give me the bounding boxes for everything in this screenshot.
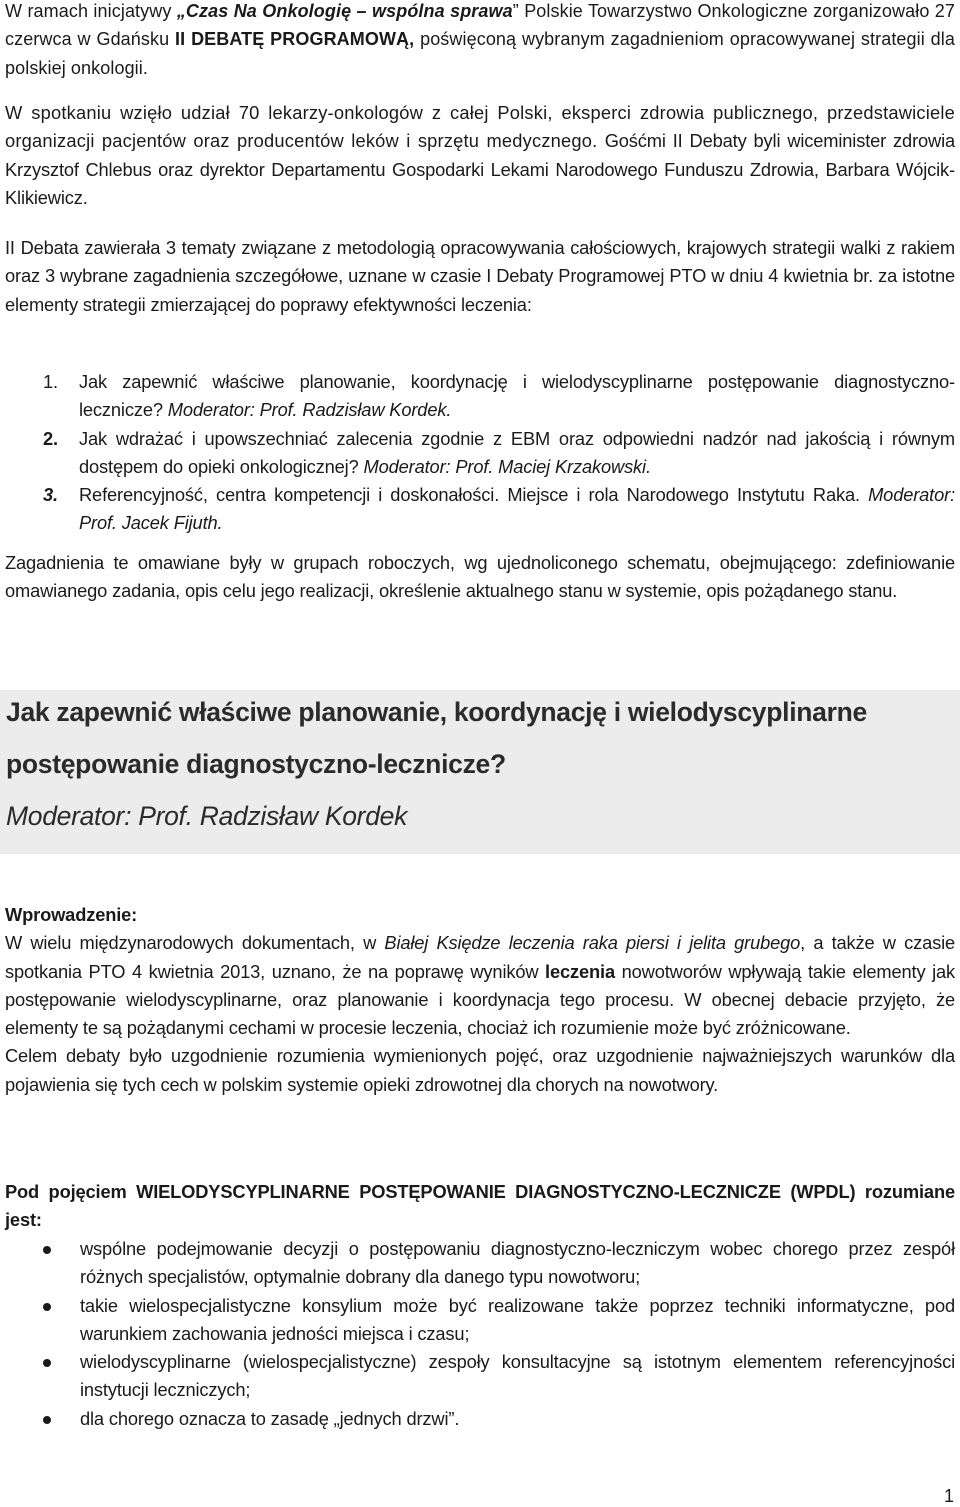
- list-item: [5, 1348, 955, 1405]
- topic-item: [5, 481, 955, 538]
- section-heading: Wprowadzenie:: [5, 904, 138, 925]
- topic-number: 2.: [43, 427, 58, 449]
- section-text: W wielu międzynarodowych dokumentach, w: [5, 932, 385, 954]
- list-item-text: wielodyscyplinarne (wielospecjalistyczne) zespoły konsultacyjne są istotnym elementem referencyjności instytucji leczniczych;: [80, 1351, 955, 1401]
- intro-paragraph-3: II Debata zawierała 3 tematy związane z metodologią opracowywania całościowych, krajowych strategii walki z rakiem oraz 3 wybrane zagadnienia szczegółowe, uznane w czasie I Debaty Programowej PTO w dniu 4 kwietnia br. za istotne elementy strategii zmierzającej do poprawy efektywności leczenia:: [5, 237, 955, 315]
- intro-text: ” Polskie Towarzystwo Onkologiczne zorganizowało 27 czerwca w Gdańsku: [5, 1, 956, 50]
- topic-text: Jak wdrażać i upowszechniać zalecenia zgodnie z EBM oraz odpowiedni nadzór nad jakością i równym dostępem do opieki onkologicznej?: [79, 427, 955, 477]
- topic-item: [5, 425, 955, 482]
- section-paragraph-2: Celem debaty było uzgodnienie rozumienia wymienionych pojęć, oraz uzgodnienie najważniejszych warunków dla pojawienia się tych cech w polskim systemie opieki zdrowotnej dla chorych na nowotwory.: [5, 1045, 955, 1095]
- white-book-title: Białej Księdze leczenia raka piersi i jelita grubego: [384, 932, 801, 954]
- intro-paragraph-2: [5, 99, 955, 212]
- intro-text: W ramach inicjatywy: [5, 1, 177, 21]
- bullet-icon: [43, 1416, 51, 1424]
- topic-text: Jak zapewnić właściwe planowanie, koordynację i wielodyscyplinarne postępowanie diagnostyczno-lecznicze?: [79, 371, 955, 421]
- intro-paragraph-1: [5, 0, 955, 82]
- list-item-text: takie wielospecjalistyczne konsylium może być realizowane także poprzez techniki informatyczne, pod warunkiem zachowania jedności miejsca i czasu;: [80, 1294, 955, 1344]
- list-item: [5, 1292, 955, 1349]
- bullet-icon: [43, 1303, 51, 1311]
- list-item: [5, 1405, 955, 1433]
- debate-name: II DEBATĘ PROGRAMOWĄ,: [175, 29, 415, 50]
- groups-paragraph: Zagadnienia te omawiane były w grupach roboczych, wg ujednoliconego schematu, obejmującego: zdefiniowanie omawianego zadania, opis celu jego realizacji, określenie aktualnego stanu w systemie, opis pożądanego stanu.: [5, 552, 955, 602]
- bullet-icon: [43, 1359, 51, 1367]
- topic-item: [5, 368, 955, 425]
- emphasis-word: leczenia: [545, 960, 615, 982]
- banner-title-line-2: postępowanie diagnostyczno-lecznicze?: [6, 749, 506, 779]
- participants-text: W spotkaniu wzięło udział 70 lekarzy-onkologów z całej Polski, eksperci zdrowia publicznego, przedstawiciele organizacji pacjentów oraz producentów leków i sprzętu medycznego.: [5, 102, 955, 152]
- topic-moderator: Moderator: Prof. Radzisław Kordek.: [167, 399, 452, 421]
- page-number: 1: [943, 1486, 954, 1506]
- initiative-name: „Czas Na Onkologię – wspólna sprawa: [176, 1, 513, 21]
- section-text: , a także w czasie spotkania PTO 4 kwietnia 2013, uznano, że na poprawę wyników: [5, 932, 955, 982]
- definition-list: [5, 1235, 955, 1433]
- list-item-text: dla chorego oznacza to zasadę „jednych drzwi”.: [80, 1407, 460, 1429]
- list-item-text: wspólne podejmowanie decyzji o postępowaniu diagnostyczno-leczniczym wobec chorego przez zespół różnych specjalistów, optymalnie dobrany dla danego typu nowotworu;: [80, 1238, 955, 1288]
- banner-moderator: Moderator: Prof. Radzisław Kordek: [6, 801, 408, 831]
- section-text: nowotworów wpływają takie elementy jak postępowanie wielodyscyplinarne, oraz planowanie i koordynacja tego procesu. W obecnej debacie przyjęto, że elementy te są pożądanymi cechami w procesie leczenia, chociaż ich rozumienie może być zróżnicowane.: [5, 960, 955, 1039]
- list-item: [5, 1235, 955, 1292]
- bullet-icon: [43, 1246, 51, 1254]
- topics-list: [5, 368, 955, 538]
- section-paragraph-1: [5, 929, 955, 1042]
- intro-text: poświęconą wybranym zagadnieniom opracowywanej strategii dla polskiej onkologii.: [5, 29, 955, 78]
- banner-title-line-1: Jak zapewnić właściwe planowanie, koordynację i wielodyscyplinarne: [6, 697, 867, 727]
- topic-moderator: Moderator: Prof. Jacek Fijuth.: [79, 484, 955, 534]
- guests-text: Gośćmi II Debaty byli wiceminister zdrowia Krzysztof Chlebus oraz dyrektor Departamentu Gospodarki Lekami Narodowego Funduszu Zdrowia, Barbara Wójcik-Klikiewicz.: [5, 130, 955, 208]
- topic-number: 3.: [43, 484, 58, 506]
- topic-moderator: Moderator: Prof. Maciej Krzakowski.: [363, 455, 651, 477]
- topic-number: 1.: [43, 371, 58, 392]
- topic-text: Referencyjność, centra kompetencji i doskonałości. Miejsce i rola Narodowego Instytutu Raka.: [79, 484, 869, 506]
- definition-heading: Pod pojęciem WIELODYSCYPLINARNE POSTĘPOWANIE DIAGNOSTYCZNO-LECZNICZE (WPDL) rozumiane jest:: [5, 1181, 955, 1231]
